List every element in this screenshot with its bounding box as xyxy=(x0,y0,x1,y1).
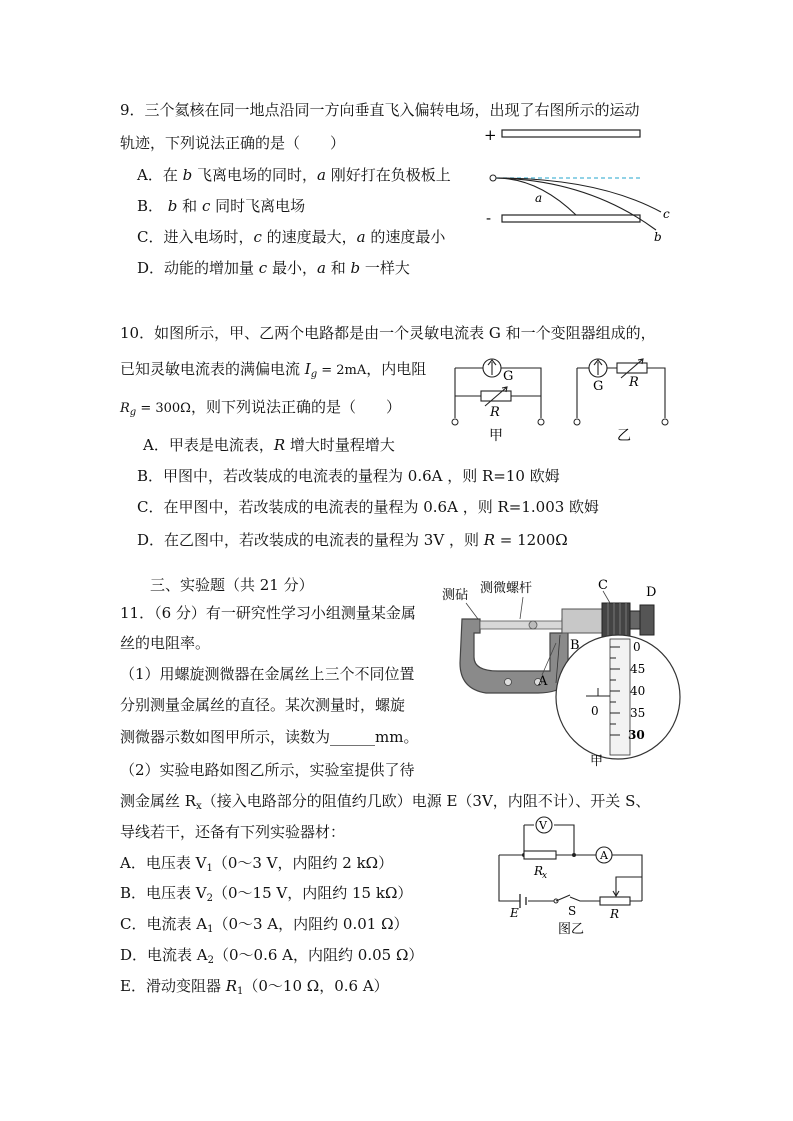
q10-option-a: A．甲表是电流表，R 增大时量程增大 xyxy=(143,436,395,454)
label-a: A xyxy=(538,674,548,689)
positive-plate xyxy=(502,130,640,137)
q9-stem-line-2: 轨迹，下列说法正确的是（ ） xyxy=(120,134,346,152)
q11-stem-line-2: 丝的电阻率。 xyxy=(120,634,211,652)
circuit-jia xyxy=(452,359,544,444)
q11-option-c: C．电流表 $A_1(0\sim 3$ A，内阻约 0.01 Ω） xyxy=(120,915,409,935)
rheostat-icon xyxy=(600,897,630,905)
rx-resistor-icon xyxy=(524,851,556,859)
q11-option-e: E．滑动变阻器 $R_1(0\sim 10$ Ω，0.6 A） xyxy=(120,977,389,997)
e-label: E xyxy=(510,906,519,920)
q11-stem-line-1: 11．（6 分）有一研究性学习小组测量某金属 xyxy=(120,604,416,622)
plus-plate-label: + xyxy=(484,126,497,144)
q11-part2-line-2: 测金属丝 $R_x$（接入电路部分的阻值约几欧）电源 E（3V，内阻不计）、开关 S、 xyxy=(120,792,651,812)
caption-yi: 乙 xyxy=(617,428,631,444)
q9-stem-line-1: 9．三个氦核在同一地点沿同一方向垂直飞入偏转电场，出现了右图所示的运动 xyxy=(120,101,640,119)
scale-40: 40 xyxy=(630,684,646,698)
q10-option-c: C．在甲图中，若改装成的电流表的量程为 0.6A ，则 R=1.003 欧姆 xyxy=(137,498,600,516)
entry-point xyxy=(490,175,496,181)
lock-nut-icon xyxy=(529,621,537,629)
circuit-yi xyxy=(574,359,668,444)
label-a: a xyxy=(535,191,543,205)
q10-stem-line-1: 10．如图所示，甲、乙两个电路都是由一个灵敏电流表 G 和一个变阻器组成的， xyxy=(120,324,656,342)
q11-option-a: A．电压表 $V_1(0\sim 3$ V，内阻约 2 kΩ） xyxy=(120,854,394,874)
label-b: b xyxy=(654,230,662,244)
label-c: c xyxy=(663,207,670,221)
q11-part1-line-2: 分别测量金属丝的直径。某次测量时，螺旋 xyxy=(120,696,406,714)
battery-icon xyxy=(520,894,526,908)
caption-jia: 甲 xyxy=(489,428,503,444)
s-label: S xyxy=(568,904,577,918)
q9-deflection-figure xyxy=(478,120,678,245)
rx-label: R xyxy=(534,864,544,878)
q11-part1-line-1: （1）用螺旋测微器在金属丝上三个不同位置 xyxy=(120,665,415,683)
anvil-label: 测砧 xyxy=(442,588,469,603)
caption-jia: 甲 xyxy=(590,754,604,769)
micrometer-figure xyxy=(438,575,683,770)
r-label: R xyxy=(610,907,620,921)
spindle-label: 测微螺杆 xyxy=(480,581,533,596)
scale-0: 0 xyxy=(633,640,641,654)
label-b: B xyxy=(570,638,580,653)
q11-part2-line-3: 导线若干，还备有下列实验器材： xyxy=(120,823,346,841)
label-d: D xyxy=(646,585,657,600)
scale-35: 35 xyxy=(630,706,646,720)
trajectory-c xyxy=(496,178,661,212)
q10-option-d: D．在乙图中，若改装成的电流表的量程为 3V ，则 R = 1200Ω xyxy=(137,531,568,549)
q9-option-d: D．动能的增加量 c 最小，a 和 b 一样大 xyxy=(137,259,410,277)
switch-icon xyxy=(556,895,570,901)
rx-sub: x xyxy=(542,871,548,881)
minus-plate-label: - xyxy=(486,209,492,227)
g-label: G xyxy=(593,379,604,394)
q10-stem-line-3: $R_g = 300\Omega$，则下列说法正确的是（ ） xyxy=(120,398,401,418)
r-label: R xyxy=(490,405,500,420)
q10-option-b: B．甲图中，若改装成的电流表的量程为 0.6A ，则 R=10 欧姆 xyxy=(137,467,560,485)
q10-circuits-figure xyxy=(445,350,675,445)
label-c: C xyxy=(598,578,608,593)
q10-stem-line-2: 已知灵敏电流表的满偏电流 $I_g = 2mA$，内电阻 xyxy=(120,360,427,380)
scale-30: 30 xyxy=(628,728,645,742)
q11-part2-line-1: （2）实验电路如图乙所示，实验室提供了待 xyxy=(120,761,415,779)
frame-icon xyxy=(460,619,568,693)
q9-option-c: C．进入电场时，c 的速度最大，a 的速度最小 xyxy=(137,228,446,246)
q9-option-b: B． b 和 c 同时飞离电场 xyxy=(137,197,306,215)
q11-option-d: D．电流表 $A_2(0\sim 0.6$ A，内阻约 0.05 Ω） xyxy=(120,946,424,966)
caption-tu-yi: 图乙 xyxy=(558,922,585,937)
r-label: R xyxy=(629,375,639,390)
main-scale-0: 0 xyxy=(591,704,599,718)
q11-option-b: B．电压表 $V_2(0\sim 15$ V，内阻约 15 kΩ） xyxy=(120,884,413,904)
scale-45: 45 xyxy=(630,662,646,676)
q11-part1-line-3: 测微器示数如图甲所示，读数为______mm。 xyxy=(120,728,419,746)
negative-plate xyxy=(502,215,640,222)
v-label: V xyxy=(539,819,547,832)
circuit-figure-yi xyxy=(494,815,654,937)
section3-title: 三、实验题（共 21 分） xyxy=(150,576,314,594)
ratchet-icon xyxy=(640,605,654,635)
g-label: G xyxy=(503,369,514,384)
q9-option-a: A．在 b 飞离电场的同时，a 刚好打在负极板上 xyxy=(137,166,451,184)
a-label: A xyxy=(600,849,608,862)
